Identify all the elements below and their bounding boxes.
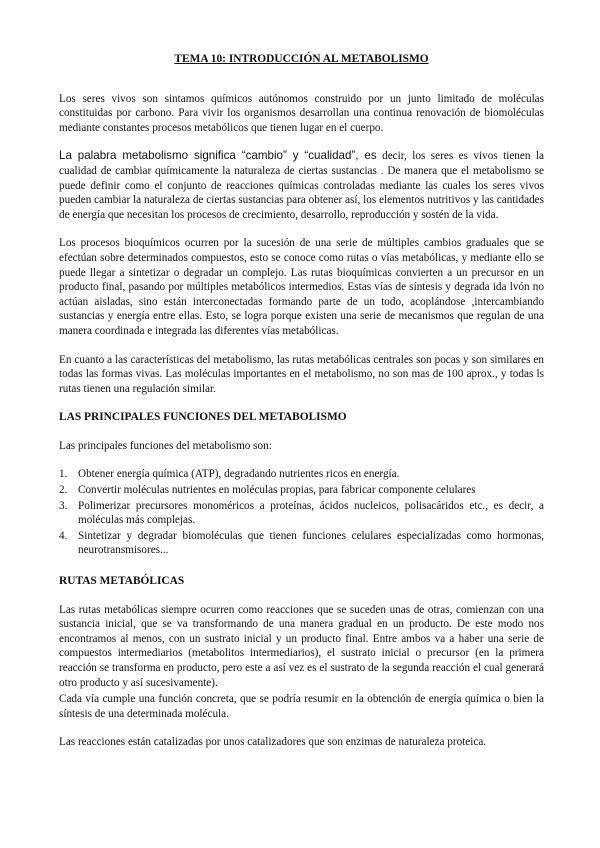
routes-heading: RUTAS METABÓLICAS <box>59 575 185 588</box>
biochemical-processes-paragraph: Los procesos bioquímicos ocurren por la sucesión de una serie de múltiples cambios graduales que se efectúan sobre determinados compuestos, esto se conoce como rutas o vías metabólicas, y mediante ello se puede llegar a sintetizar o degradar un complejo. Las rutas bioquímicas convierten a un precursor en un producto final, pasando por múltiples metabólicos intermedios. Estas vías de síntesis y degrada ida lvón no actúan aisladas, sino están interconectadas formando parte de un todo, acoplándose ,intercambiando sustancias y energía entre ellas. Esto, se logra porque existen una serie de mecanismos que regulan de una manera coordinada e integrada las diferentes vías metabólicas. <box>59 237 544 337</box>
list-item-number: 1. <box>59 468 68 481</box>
characteristics-paragraph: En cuanto a las características del metabolismo, las rutas metabólicas centrales son pocas y son similares en todas las formas vivas. Las moléculas importantes en el metabolismo, no son mas de 100 aprox., y todas ls rutas tienen una regulación similar. <box>59 353 544 395</box>
functions-intro: Las principales funciones del metabolismo son: <box>59 439 272 452</box>
enzymes-paragraph: Las reacciones están catalizadas por unos catalizadores que son enzimas de naturaleza proteica. <box>59 736 487 749</box>
list-item <box>59 499 544 528</box>
document-page <box>59 52 544 764</box>
definition-body-text: decir, los seres es vivos tienen la cualidad de cambiar químicamente la naturaleza de ciertas sustancias . De manera que el metabolismo se puede definir como el conjunto de reacciones químicas controladas mediante las cuales los seres vivos pueden cambiar la naturaleza de ciertas sustancias para obtener así, los elementos nutritivos y las cantidades de energía que necesitan los procesos de crecimiento, desarrollo, reproducción y sostén de la vida. <box>59 150 544 221</box>
definition-lead-text: La palabra metabolismo significa “cambio” y “cualidad”, es <box>59 149 377 163</box>
functions-list <box>59 467 544 558</box>
list-item-number: 2. <box>59 484 68 497</box>
list-item-text: Convertir moléculas nutrientes en moléculas propias, para fabricar componente celulares <box>78 484 476 497</box>
list-item-number: 3. <box>59 499 68 512</box>
routes-function-paragraph: Cada vía cumple una función concreta, que se podría resumir en la obtención de energía química o bien la síntesis de una determinada molécula. <box>59 693 544 720</box>
list-item-text: Sintetizar y degradar biomoléculas que tienen funciones celulares especializadas como hormonas, neurotransmisores... <box>78 529 544 557</box>
list-item-text: Obtener energía química (ATP), degradando nutrientes ricos en energía. <box>78 468 400 481</box>
intro-paragraph: Los seres vivos son sintamos químicos autónomos construido por un junto limitado de moléculas constituidas por carbono. Para vivir los organismos desarrollan una continua renovación de biomoléculas mediante constantes procesos metabólicos que tienen lugar en el cuerpo. <box>59 92 544 134</box>
list-item <box>59 467 544 482</box>
list-item <box>59 529 544 558</box>
list-item <box>59 483 544 498</box>
document-title: TEMA 10: INTRODUCCIÓN AL METABOLISMO <box>174 53 429 65</box>
functions-heading: LAS PRINCIPALES FUNCIONES DEL METABOLISMO <box>59 411 347 424</box>
list-item-number: 4. <box>59 529 68 542</box>
routes-paragraph: Las rutas metabólicas siempre ocurren como reacciones que se suceden unas de otras, comienzan con una sustancia inicial, que se va transformando de una manera gradual en un producto. De este modo nos encontramos al menos, con un sustrato inicial y un producto final. Entre ambos va a haber una serie de compuestos intermediarios (metabolitos intermediarios), el sustrato inicial o precursor (en la primera reacción se transforma en producto, pero este a así vez es el sustrato de la segunda reacción el cual generará otro producto y así sucesivamente). <box>59 603 544 689</box>
list-item-text: Polimerizar precursores monoméricos a proteínas, ácidos nucleicos, polisacáridos etc., es decir, a moléculas más complejas. <box>78 499 544 527</box>
metabolism-definition-paragraph <box>59 149 544 222</box>
